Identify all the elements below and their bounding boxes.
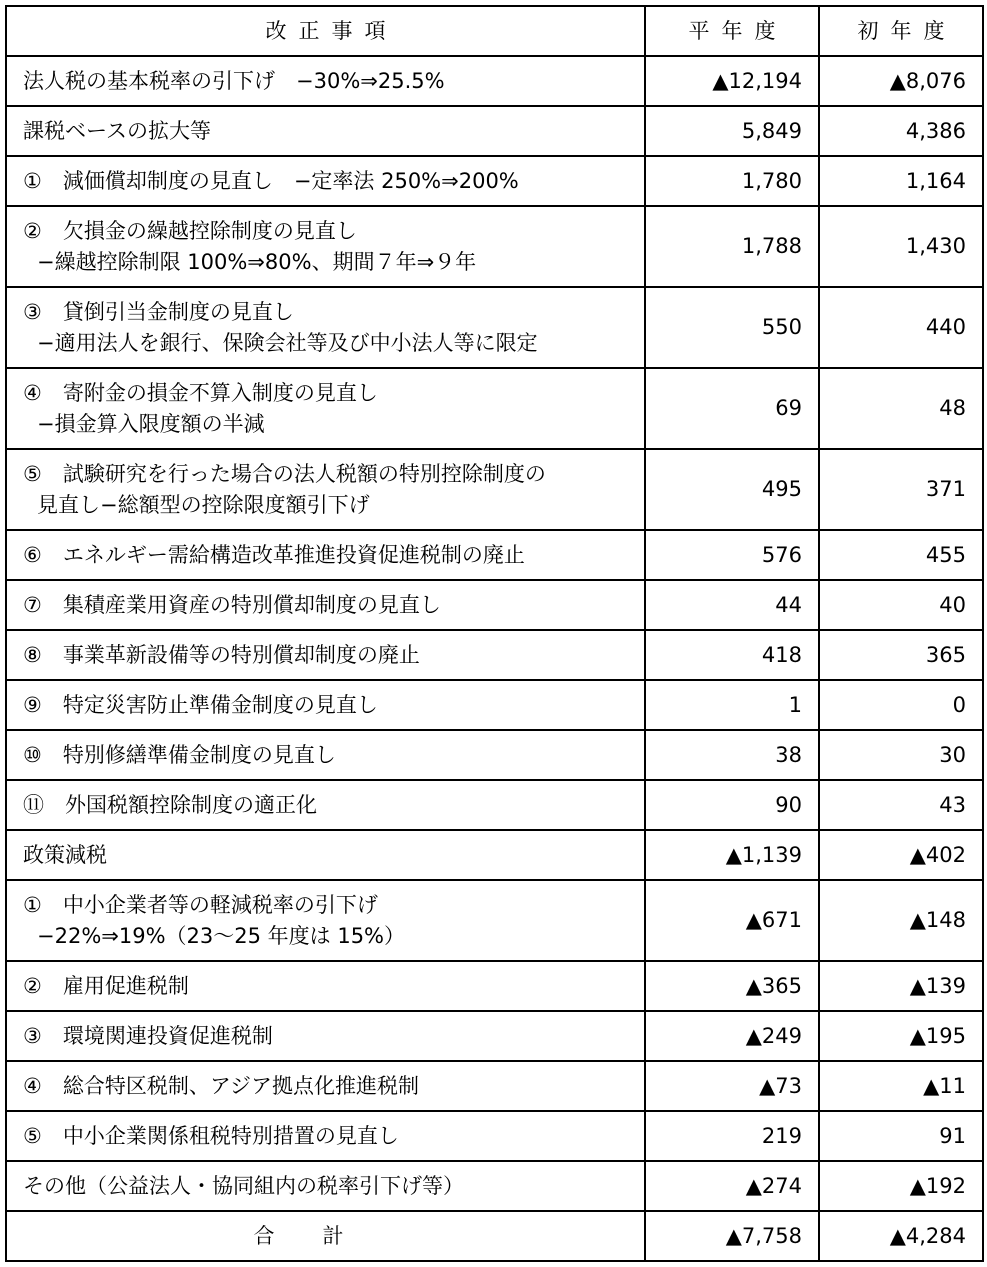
normal-year-value: 1,780 — [645, 156, 819, 206]
table-row — [6, 580, 983, 630]
table-row — [6, 56, 983, 106]
header-row — [6, 6, 983, 56]
table-row — [6, 961, 983, 1011]
item-sub-label: 見直し−総額型の控除限度額引下げ — [37, 492, 370, 517]
item-cell — [6, 1161, 645, 1211]
item-label: ⑤ 中小企業関係租税特別措置の見直し — [23, 1123, 399, 1148]
first-year-value: ▲195 — [819, 1011, 983, 1061]
header-first-year: 初年度 — [819, 6, 983, 56]
table-row — [6, 530, 983, 580]
first-year-value: 40 — [819, 580, 983, 630]
item-cell — [6, 1111, 645, 1161]
first-year-value: 1,164 — [819, 156, 983, 206]
total-row — [6, 1211, 983, 1261]
item-label: ⑩ 特別修繕準備金制度の見直し — [23, 742, 336, 767]
table-row — [6, 449, 983, 530]
table-body — [6, 56, 983, 1261]
table-row — [6, 206, 983, 287]
first-year-value: 440 — [819, 287, 983, 368]
item-cell — [6, 106, 645, 156]
item-cell — [6, 368, 645, 449]
item-cell — [6, 780, 645, 830]
item-cell — [6, 156, 645, 206]
normal-year-value: 38 — [645, 730, 819, 780]
table-row — [6, 1111, 983, 1161]
normal-year-value: ▲671 — [645, 880, 819, 961]
normal-year-value: 69 — [645, 368, 819, 449]
item-label: ⑤ 試験研究を行った場合の法人税額の特別控除制度の — [23, 461, 546, 486]
normal-year-value: 418 — [645, 630, 819, 680]
item-label: ⑥ エネルギー需給構造改革推進投資促進税制の廃止 — [23, 542, 525, 567]
table-row — [6, 730, 983, 780]
table-row — [6, 780, 983, 830]
item-cell — [6, 1211, 645, 1261]
table-row — [6, 880, 983, 961]
item-label: ④ 寄附金の損金不算入制度の見直し — [23, 380, 378, 405]
item-label: ① 減価償却制度の見直し −定率法 250%⇒200% — [23, 168, 519, 193]
normal-year-value: 550 — [645, 287, 819, 368]
first-year-value: 1,430 — [819, 206, 983, 287]
item-label: 政策減税 — [23, 842, 107, 867]
normal-year-value: ▲365 — [645, 961, 819, 1011]
header-normal-year: 平年度 — [645, 6, 819, 56]
first-year-value: ▲4,284 — [819, 1211, 983, 1261]
table-row — [6, 368, 983, 449]
normal-year-value: ▲274 — [645, 1161, 819, 1211]
first-year-value: ▲402 — [819, 830, 983, 880]
item-label: ④ 総合特区税制、アジア拠点化推進税制 — [23, 1073, 419, 1098]
item-label: ⑧ 事業革新設備等の特別償却制度の廃止 — [23, 642, 420, 667]
item-cell — [6, 630, 645, 680]
first-year-value: 455 — [819, 530, 983, 580]
item-label: その他（公益法人・協同組内の税率引下げ等） — [23, 1173, 464, 1198]
item-cell — [6, 880, 645, 961]
normal-year-value: ▲1,139 — [645, 830, 819, 880]
item-cell — [6, 580, 645, 630]
normal-year-value: 1 — [645, 680, 819, 730]
first-year-value: 0 — [819, 680, 983, 730]
item-label: 合計 — [253, 1223, 392, 1248]
item-sub-label: −損金算入限度額の半減 — [37, 411, 265, 436]
item-label: ⑦ 集積産業用資産の特別償却制度の見直し — [23, 592, 441, 617]
item-cell — [6, 961, 645, 1011]
normal-year-value: 219 — [645, 1111, 819, 1161]
normal-year-value: ▲73 — [645, 1061, 819, 1111]
normal-year-value: 90 — [645, 780, 819, 830]
table-row — [6, 830, 983, 880]
item-label: 課税ベースの拡大等 — [23, 118, 211, 143]
first-year-value: 4,386 — [819, 106, 983, 156]
table-row — [6, 287, 983, 368]
item-sub-label: −22%⇒19%（23〜25 年度は 15%） — [37, 923, 406, 948]
item-cell — [6, 449, 645, 530]
item-sub-label: −適用法人を銀行、保険会社等及び中小法人等に限定 — [37, 330, 538, 355]
header-item: 改正事項 — [6, 6, 645, 56]
item-label: ① 中小企業者等の軽減税率の引下げ — [23, 892, 378, 917]
first-year-value: 30 — [819, 730, 983, 780]
tax-revision-table — [5, 5, 984, 1262]
normal-year-value: ▲7,758 — [645, 1211, 819, 1261]
item-label: ② 雇用促進税制 — [23, 973, 189, 998]
item-cell — [6, 1061, 645, 1111]
item-cell — [6, 56, 645, 106]
table-row — [6, 156, 983, 206]
table-row — [6, 630, 983, 680]
table-row — [6, 1161, 983, 1211]
first-year-value: ▲11 — [819, 1061, 983, 1111]
table-row — [6, 1061, 983, 1111]
item-label: ⑪ 外国税額控除制度の適正化 — [23, 792, 317, 817]
item-label: ② 欠損金の繰越控除制度の見直し — [23, 218, 357, 243]
table-row — [6, 1011, 983, 1061]
item-label: ③ 貸倒引当金制度の見直し — [23, 299, 294, 324]
item-cell — [6, 206, 645, 287]
first-year-value: ▲192 — [819, 1161, 983, 1211]
item-cell — [6, 287, 645, 368]
item-cell — [6, 530, 645, 580]
item-cell — [6, 680, 645, 730]
item-sub-label: −繰越控除制限 100%⇒80%、期間７年⇒９年 — [37, 249, 477, 274]
first-year-value: ▲8,076 — [819, 56, 983, 106]
normal-year-value: ▲12,194 — [645, 56, 819, 106]
normal-year-value: 5,849 — [645, 106, 819, 156]
item-cell — [6, 730, 645, 780]
first-year-value: 48 — [819, 368, 983, 449]
table-row — [6, 106, 983, 156]
normal-year-value: 576 — [645, 530, 819, 580]
normal-year-value: ▲249 — [645, 1011, 819, 1061]
first-year-value: ▲139 — [819, 961, 983, 1011]
first-year-value: 371 — [819, 449, 983, 530]
first-year-value: 91 — [819, 1111, 983, 1161]
normal-year-value: 495 — [645, 449, 819, 530]
first-year-value: 43 — [819, 780, 983, 830]
item-label: ⑨ 特定災害防止準備金制度の見直し — [23, 692, 378, 717]
normal-year-value: 1,788 — [645, 206, 819, 287]
first-year-value: ▲148 — [819, 880, 983, 961]
item-label: ③ 環境関連投資促進税制 — [23, 1023, 273, 1048]
item-label: 法人税の基本税率の引下げ −30%⇒25.5% — [23, 68, 445, 93]
item-cell — [6, 1011, 645, 1061]
normal-year-value: 44 — [645, 580, 819, 630]
table-row — [6, 680, 983, 730]
item-cell — [6, 830, 645, 880]
first-year-value: 365 — [819, 630, 983, 680]
